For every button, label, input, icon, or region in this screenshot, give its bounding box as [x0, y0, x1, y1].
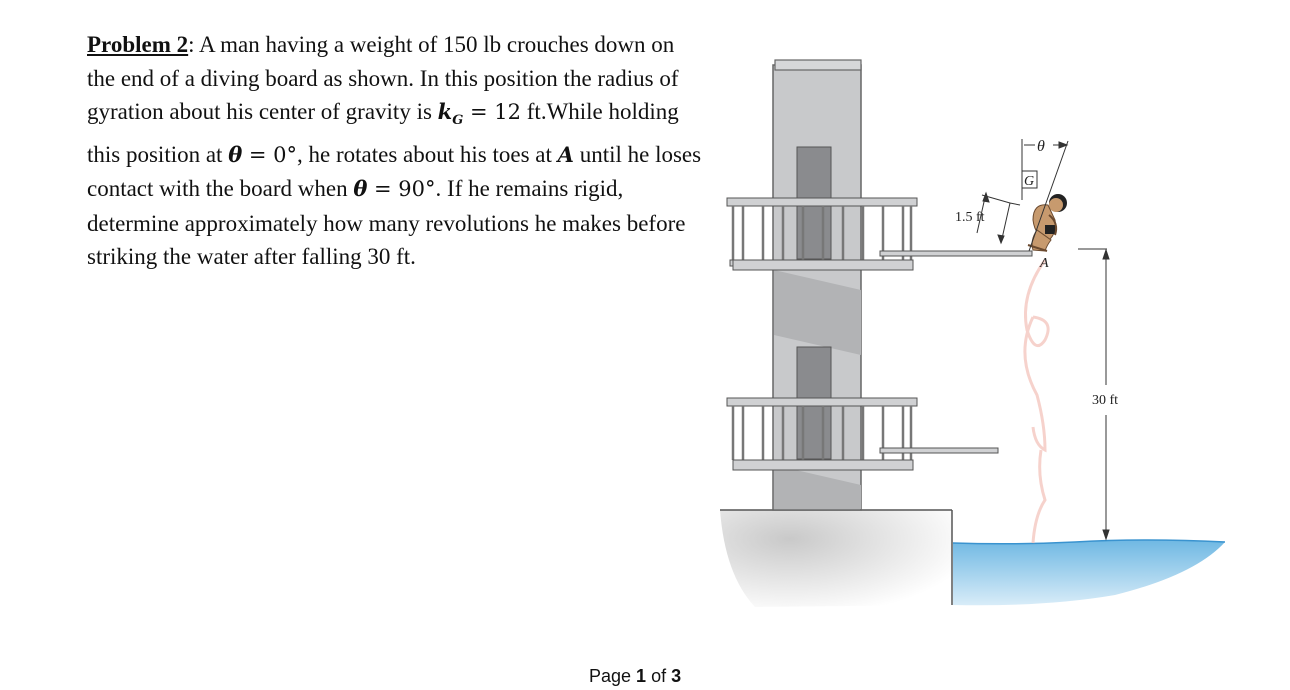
- problem-title: Problem 2: [87, 32, 189, 57]
- water: [953, 540, 1225, 605]
- problem-text-1: : A man having a weight of 150 lb crouches down on the end of a diving board as shown. In this position the radius of gyration about his center of gravity is: [87, 32, 679, 124]
- page-total: 3: [671, 666, 682, 686]
- page-indicator: [589, 666, 681, 687]
- lower-platform: [727, 398, 998, 470]
- point-a-symbol: A: [557, 141, 574, 167]
- theta-end-value: = 90°: [367, 177, 436, 202]
- diving-board-lower: [880, 448, 998, 453]
- radius-label: 1.5 ft: [955, 210, 985, 225]
- theta-symbol-2: θ: [353, 176, 368, 202]
- fall-trajectory: [1025, 260, 1048, 543]
- page-prefix: Page: [589, 666, 637, 686]
- problem-statement: [87, 28, 707, 274]
- a-label: A: [1040, 256, 1049, 271]
- kg-value: = 12: [463, 100, 522, 124]
- page-middle: of: [646, 666, 672, 686]
- problem-text-5: . If he remains rigid, determine approximately how many revolutions he makes before striking the water after falling 30 ft.: [87, 176, 686, 270]
- kg-symbol: k: [437, 99, 453, 124]
- pool-deck: [720, 510, 952, 607]
- diver: [1028, 194, 1067, 251]
- problem-text-4: until he loses contact with the board when: [87, 141, 702, 202]
- theta-label: θ: [1037, 138, 1045, 155]
- theta-end-expression: [353, 177, 435, 201]
- problem-text-3: , he rotates about his toes at: [297, 141, 558, 167]
- kg-subscript: G: [452, 113, 464, 129]
- page-current: 1: [636, 666, 647, 686]
- theta-start-value: = 0°: [242, 142, 298, 167]
- diving-tower-figure: [715, 55, 1235, 615]
- theta-symbol: θ: [228, 141, 243, 167]
- tower: [773, 60, 861, 510]
- problem-text-2: ft.While holding this position at: [87, 99, 679, 167]
- theta-start-expression: [228, 143, 297, 167]
- diving-board-upper: [880, 251, 1032, 256]
- g-label: G: [1024, 174, 1035, 189]
- height-label: 30 ft: [1092, 393, 1119, 408]
- kg-expression: [437, 99, 522, 129]
